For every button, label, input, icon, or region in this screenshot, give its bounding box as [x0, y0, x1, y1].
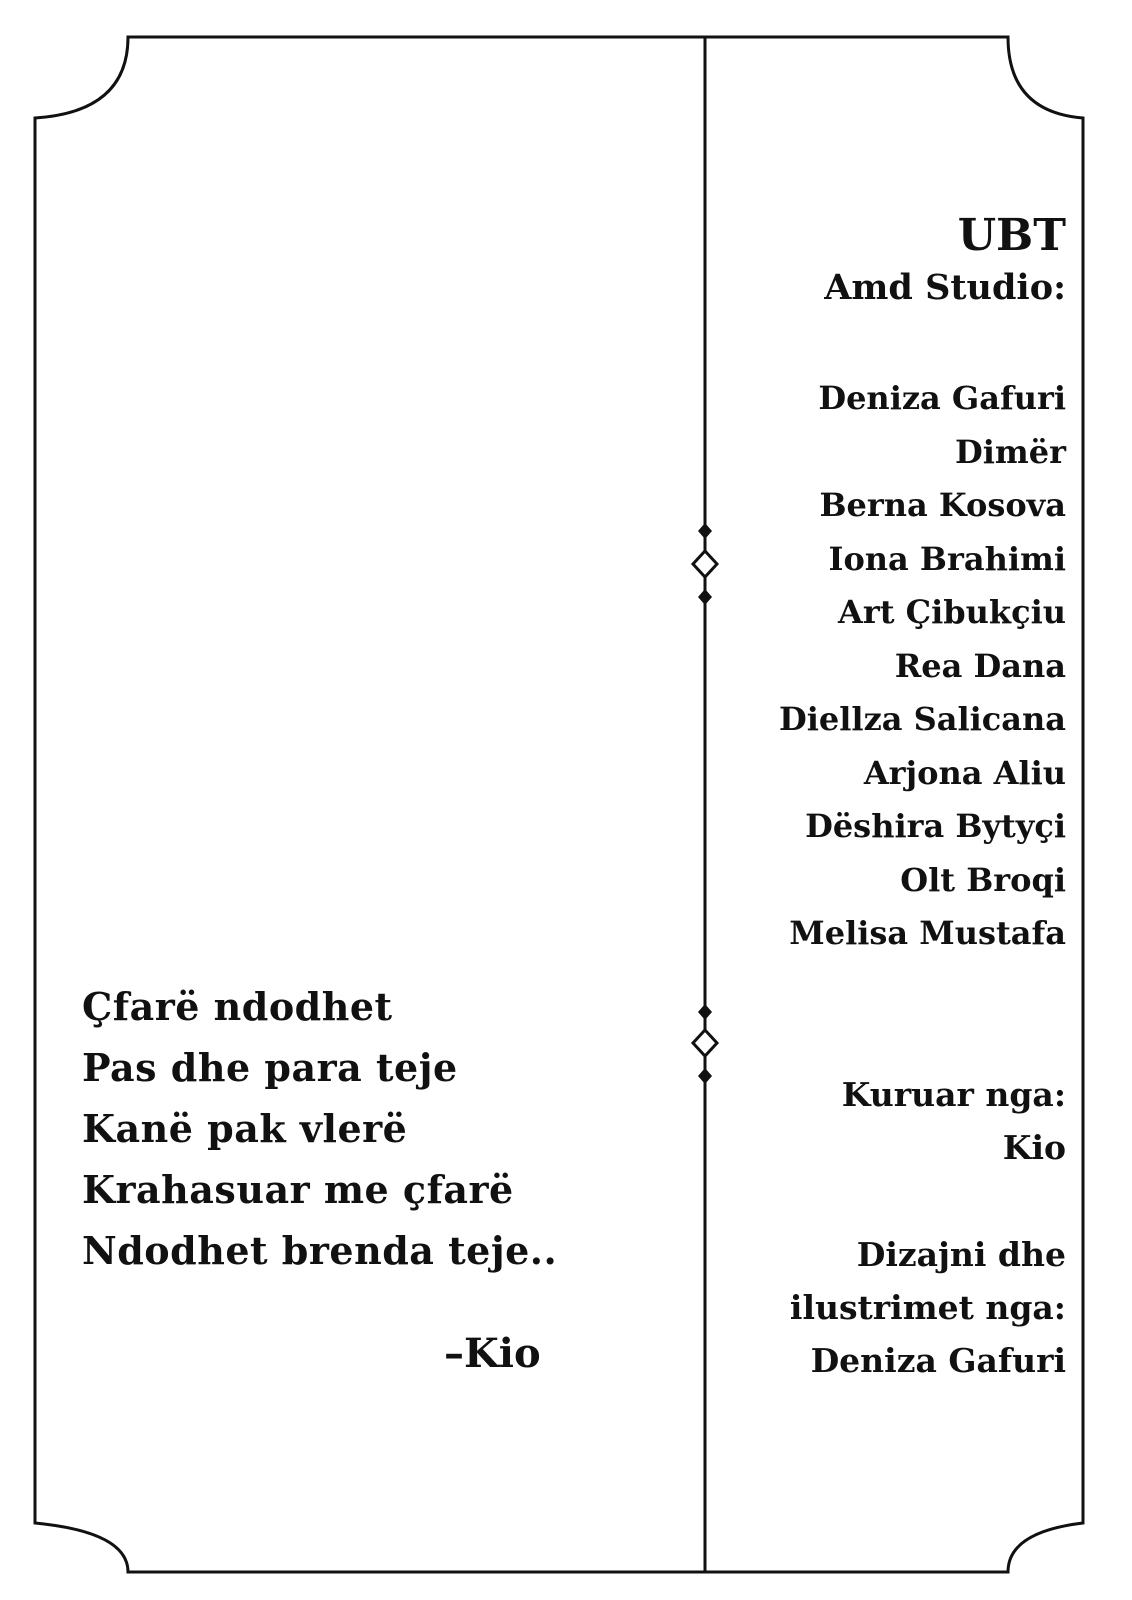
- design-name: Deniza Gafuri: [810, 1341, 1066, 1380]
- member-name: Dëshira Bytyçi: [805, 807, 1066, 845]
- member-list: [779, 372, 1066, 961]
- design-label: ilustrimet nga:: [789, 1288, 1066, 1327]
- curated-name: Kio: [1002, 1128, 1066, 1167]
- divider-ornament-lower: [693, 1004, 717, 1084]
- curated-label: Kuruar nga:: [841, 1075, 1066, 1114]
- poem-signature: –Kio: [444, 1330, 541, 1377]
- member-name: Deniza Gafuri: [818, 379, 1066, 417]
- divider-ornament-upper: [693, 523, 717, 605]
- poem-line: Çfarë ndodhet: [82, 984, 393, 1029]
- credits-header: [824, 208, 1066, 312]
- poem: [82, 976, 642, 1281]
- member-name: Dimër: [955, 432, 1066, 471]
- member-name: Melisa Mustafa: [789, 914, 1066, 952]
- poem-line: Kanë pak vlerë: [82, 1106, 408, 1151]
- member-name: Diellza Salicana: [779, 700, 1066, 738]
- member-name: Arjona Aliu: [863, 753, 1066, 792]
- member-name: Berna Kosova: [819, 486, 1066, 524]
- poem-line: Krahasuar me çfarë: [82, 1167, 514, 1212]
- member-name: Iona Brahimi: [828, 539, 1066, 578]
- member-name: Olt Broqi: [900, 860, 1066, 899]
- curator-credit: [842, 1068, 1066, 1174]
- poem-line: Ndodhet brenda teje..: [82, 1228, 558, 1273]
- design-label: Dizajni dhe: [856, 1235, 1066, 1274]
- poem-line: Pas dhe para teje: [82, 1045, 458, 1090]
- member-name: Art Çibukçiu: [838, 593, 1066, 631]
- design-credit: [790, 1228, 1066, 1387]
- studio-title: UBT: [957, 210, 1066, 261]
- member-name: Rea Dana: [894, 646, 1066, 685]
- studio-subtitle: Amd Studio:: [824, 267, 1066, 308]
